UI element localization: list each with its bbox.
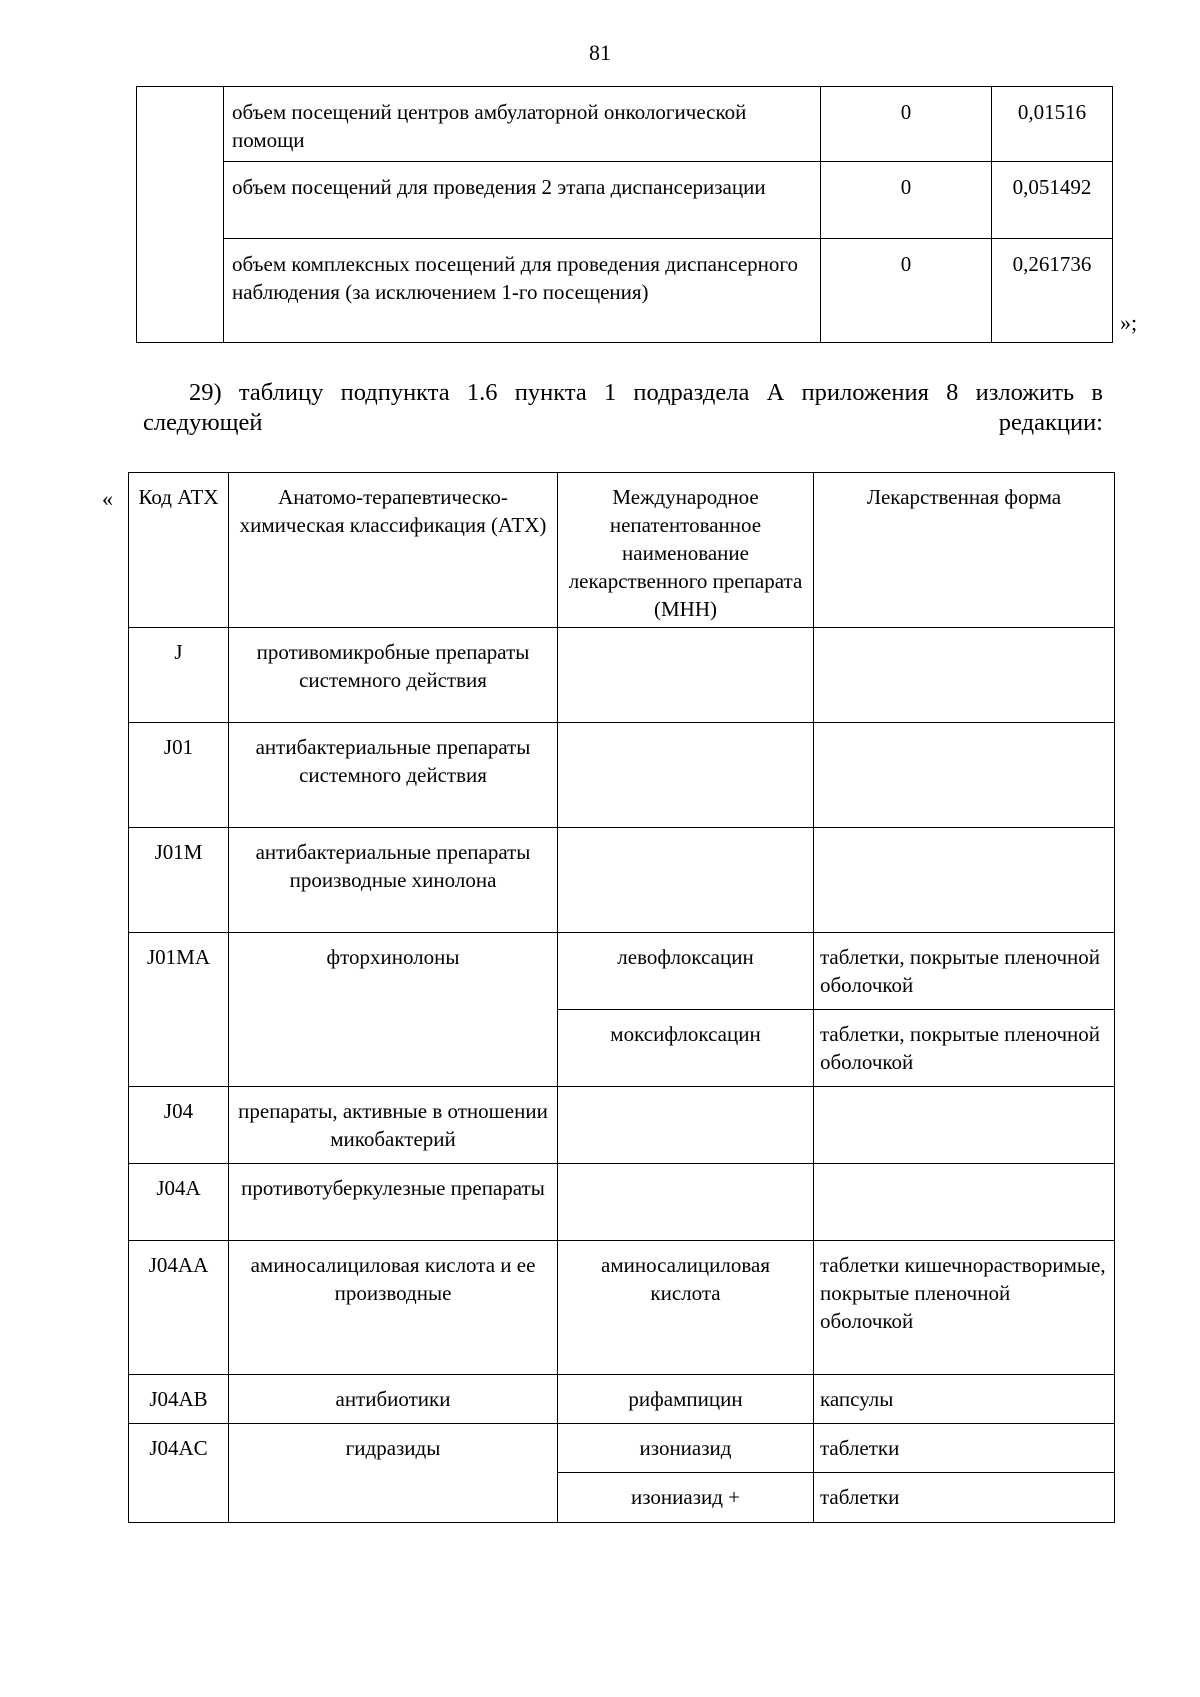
atx-cell: антибактериальные препараты производные хинолона <box>229 828 558 933</box>
code-cell: J <box>129 628 229 723</box>
indicator-cell: объем комплексных посещений для проведения диспансерного наблюдения (за исключением 1-го посещения) <box>224 239 821 343</box>
value-cell: 0 <box>821 162 992 239</box>
form-cell: таблетки кишечнорастворимые, покрытые пленочной оболочкой <box>814 1241 1115 1375</box>
empty-code-cell <box>137 87 224 343</box>
atx-cell: антибактериальные препараты системного действия <box>229 723 558 828</box>
table-row <box>129 1241 1115 1375</box>
table-row <box>129 933 1115 1010</box>
indicator-cell: объем посещений для проведения 2 этапа диспансеризации <box>224 162 821 239</box>
table-row <box>129 1087 1115 1164</box>
code-cell: J01M <box>129 828 229 933</box>
form-cell <box>814 1087 1115 1164</box>
atx-cell: противотуберкулезные препараты <box>229 1164 558 1241</box>
form-cell <box>814 628 1115 723</box>
closing-quote: »; <box>1120 310 1138 335</box>
form-cell: таблетки <box>814 1473 1115 1523</box>
header-mnn: Международное непатентованное наименование лекарственного препарата (МНН) <box>558 473 814 628</box>
mnn-cell: аминосалициловая кислота <box>558 1241 814 1375</box>
form-cell: таблетки <box>814 1424 1115 1473</box>
instruction-paragraph: 29) таблицу подпункта 1.6 пункта 1 подраздела А приложения 8 изложить в следующей редакции: <box>143 379 1103 436</box>
form-cell: таблетки, покрытые пленочной оболочкой <box>814 933 1115 1010</box>
table-row <box>129 1424 1115 1473</box>
atx-cell: гидразиды <box>229 1424 558 1523</box>
atx-cell: аминосалициловая кислота и ее производные <box>229 1241 558 1375</box>
form-cell <box>814 723 1115 828</box>
table-row <box>137 239 1113 343</box>
atx-cell: фторхинолоны <box>229 933 558 1087</box>
opening-quote: « <box>102 486 113 511</box>
value-cell: 0 <box>821 87 992 162</box>
header-code: Код АТХ <box>129 473 229 628</box>
header-form: Лекарственная форма <box>814 473 1115 628</box>
code-cell: J04AC <box>129 1424 229 1523</box>
mnn-cell <box>558 628 814 723</box>
mnn-cell <box>558 828 814 933</box>
atx-cell: противомикробные препараты системного действия <box>229 628 558 723</box>
value-cell: 0 <box>821 239 992 343</box>
page-number: 81 <box>589 40 611 65</box>
mnn-cell: моксифлоксацин <box>558 1010 814 1087</box>
table-row <box>129 723 1115 828</box>
value-cell: 0,261736 <box>992 239 1113 343</box>
value-cell: 0,01516 <box>992 87 1113 162</box>
value-cell: 0,051492 <box>992 162 1113 239</box>
indicator-cell: объем посещений центров амбулаторной онкологической помощи <box>224 87 821 162</box>
header-atx: Анатомо-терапевтическо-химическая классификация (АТХ) <box>229 473 558 628</box>
table-row <box>129 628 1115 723</box>
form-cell <box>814 828 1115 933</box>
atx-cell: препараты, активные в отношении микобактерий <box>229 1087 558 1164</box>
mnn-cell: изониазид + <box>558 1473 814 1523</box>
mnn-cell <box>558 1087 814 1164</box>
continuation-table <box>136 86 1113 343</box>
form-cell <box>814 1164 1115 1241</box>
code-cell: J01 <box>129 723 229 828</box>
table-header-row <box>129 473 1115 628</box>
code-cell: J04AB <box>129 1375 229 1424</box>
atx-table <box>128 472 1115 1523</box>
mnn-cell <box>558 723 814 828</box>
code-cell: J01MA <box>129 933 229 1087</box>
code-cell: J04AA <box>129 1241 229 1375</box>
mnn-cell: левофлоксацин <box>558 933 814 1010</box>
code-cell: J04 <box>129 1087 229 1164</box>
table-row <box>129 828 1115 933</box>
table-row <box>129 1164 1115 1241</box>
table-row <box>137 162 1113 239</box>
code-cell: J04A <box>129 1164 229 1241</box>
mnn-cell: рифампицин <box>558 1375 814 1424</box>
table-row <box>137 87 1113 162</box>
mnn-cell: изониазид <box>558 1424 814 1473</box>
form-cell: таблетки, покрытые пленочной оболочкой <box>814 1010 1115 1087</box>
table-row <box>129 1375 1115 1424</box>
form-cell: капсулы <box>814 1375 1115 1424</box>
mnn-cell <box>558 1164 814 1241</box>
atx-cell: антибиотики <box>229 1375 558 1424</box>
